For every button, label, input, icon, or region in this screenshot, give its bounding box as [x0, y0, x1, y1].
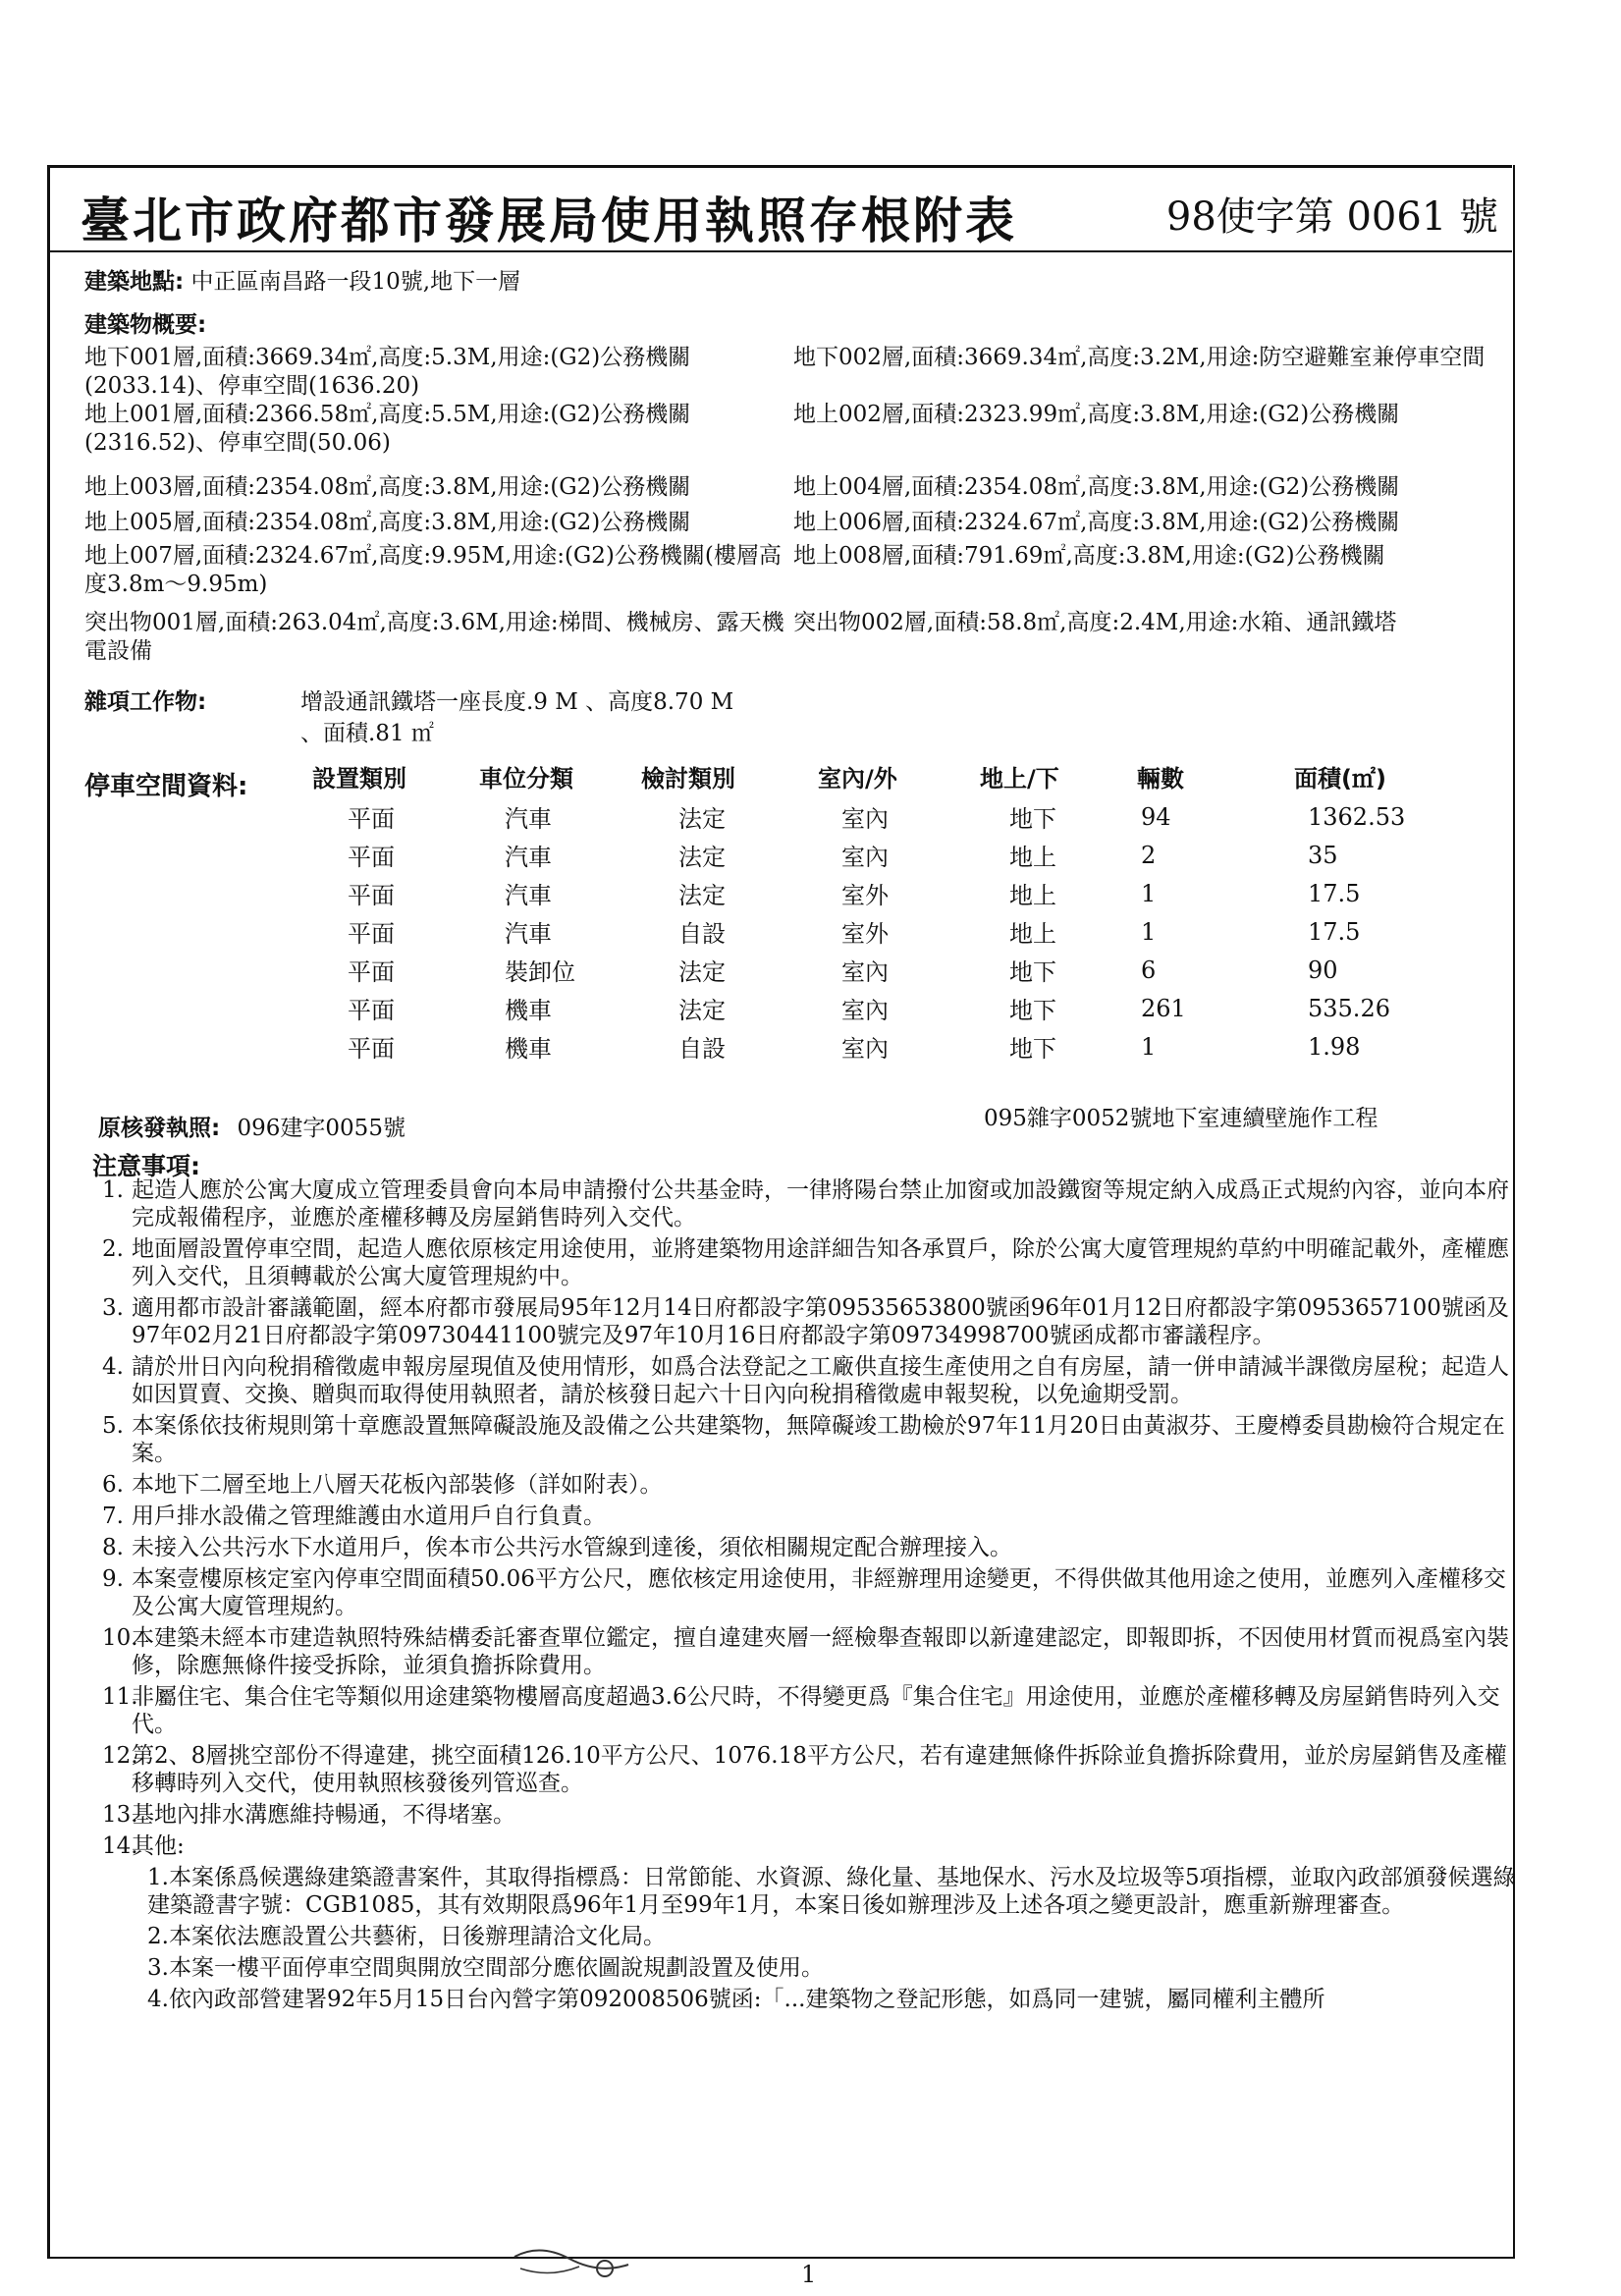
sub-note-item	[147, 1923, 1516, 1950]
seal-stamp-icon	[511, 2239, 668, 2282]
cell: 室內	[841, 997, 889, 1024]
original-permit-label: 原核發執照:	[98, 1116, 221, 1141]
table-row	[312, 989, 1451, 1027]
cell: 1	[1141, 917, 1157, 946]
sub-note-text: 2.本案依法應設置公共藝術，日後辦理請洽文化局。	[147, 1924, 666, 1949]
cell: 1362.53	[1308, 802, 1406, 831]
misc-works-line1: 增設通訊鐵塔一座長度.9 M 、高度8.70 M	[300, 689, 734, 715]
note-number: 2.	[102, 1236, 124, 1262]
note-item	[102, 1294, 1516, 1349]
note-item	[102, 1353, 1516, 1408]
note-text: 未接入公共污水下水道用戶，俟本市公共污水管線到達後，須依相關規定配合辦理接入。	[132, 1535, 1012, 1560]
note-text: 非屬住宅、集合住宅等類似用途建築物樓層高度超過3.6公尺時，不得變更爲『集合住宅』用途使用，並應於產權移轉及房屋銷售時列入交代。	[132, 1684, 1500, 1737]
misc-works-line2: 、面積.81 ㎡	[300, 721, 434, 746]
misc-works-label: 雜項工作物:	[84, 689, 207, 715]
cell: 室內	[841, 1035, 889, 1063]
cell: 室內	[841, 958, 889, 986]
cell: 法定	[678, 997, 726, 1024]
original-permit-row	[98, 1114, 405, 1143]
note-text: 用戶排水設備之管理維護由水道用戶自行負責。	[132, 1503, 606, 1529]
cell: 2	[1141, 841, 1157, 869]
cell: 裝卸位	[505, 958, 575, 986]
note-item	[102, 1235, 1516, 1290]
note-number: 14.	[102, 1833, 138, 1859]
cell: 自設	[678, 1035, 726, 1063]
sub-note-item	[147, 1954, 1516, 1982]
table-row	[312, 912, 1451, 951]
cell: 平面	[348, 920, 395, 948]
notes-label: 注意事項:	[92, 1152, 200, 1180]
col-header: 室內/外	[818, 764, 897, 793]
cell: 室內	[841, 844, 889, 871]
table-row	[312, 951, 1451, 989]
note-text: 本地下二層至地上八層天花板內部裝修（詳如附表）。	[132, 1472, 663, 1498]
table-row	[312, 874, 1451, 912]
parking-label: 停車空間資料:	[84, 772, 248, 801]
floors-left-5f: 地上005層,面積:2354.08㎡,高度:3.8M,用途:(G2)公務機關	[84, 510, 691, 535]
cell: 汽車	[505, 805, 552, 833]
cell: 法定	[678, 844, 726, 871]
note-item	[102, 1801, 1516, 1829]
floors-right-2f: 地上002層,面積:2323.99㎡,高度:3.8M,用途:(G2)公務機關	[793, 402, 1400, 427]
note-item	[102, 1412, 1516, 1467]
parking-table	[312, 754, 1451, 1066]
note-item	[102, 1832, 1516, 1860]
cell: 法定	[678, 958, 726, 986]
note-text: 地面層設置停車空間，起造人應依原核定用途使用，並將建築物用途詳細告知各承買戶，除於公寓大廈管理規約草約中明確記載外，產權應列入交代，且須轉載於公寓大廈管理規約中。	[132, 1236, 1509, 1289]
note-text: 第2、8層挑空部份不得違建，挑空面積126.10平方公尺、1076.18平方公尺，若有違建無條件拆除並負擔拆除費用，並於房屋銷售及產權移轉時列入交代，使用執照核發後列管巡查。	[132, 1743, 1507, 1796]
note-number: 13.	[102, 1802, 138, 1828]
notes-list	[102, 1176, 1516, 2017]
cell: 1	[1141, 879, 1157, 907]
col-header: 車位分類	[479, 764, 573, 793]
note-number: 10.	[102, 1625, 138, 1651]
cell: 1	[1141, 1032, 1157, 1061]
cell: 法定	[678, 805, 726, 833]
cell: 自設	[678, 920, 726, 948]
col-header: 面積(㎡)	[1294, 764, 1386, 793]
note-item	[102, 1683, 1516, 1738]
cell: 機車	[505, 997, 552, 1024]
cell: 室外	[841, 882, 889, 909]
note-text: 起造人應於公寓大廈成立管理委員會向本局申請撥付公共基金時，一律將陽台禁止加窗或加設鐵窗等規定納入成爲正式規約內容，並向本府完成報備程序，並應於產權移轉及房屋銷售時列入交代。	[132, 1177, 1509, 1230]
note-text: 本建築未經本市建造執照特殊結構委託審查單位鑑定，擅自違建夾層一經檢舉查報即以新違建認定，即報即拆，不因使用材質而視爲室內裝修，除應無條件接受拆除，並須負擔拆除費用。	[132, 1625, 1509, 1678]
note-number: 6.	[102, 1472, 124, 1498]
permit-number: 98使字第 0061 號	[1165, 194, 1498, 240]
cell: 平面	[348, 844, 395, 871]
cell: 平面	[348, 1035, 395, 1063]
cell: 地下	[1009, 958, 1056, 986]
floors-left-b1: 地下001層,面積:3669.34㎡,高度:5.3M,用途:(G2)公務機關(2033.14)、停車空間(1636.20)	[84, 345, 691, 399]
cell: 地下	[1009, 997, 1056, 1024]
floors-left-3f: 地上003層,面積:2354.08㎡,高度:3.8M,用途:(G2)公務機關	[84, 474, 691, 500]
cell: 汽車	[505, 882, 552, 909]
sub-note-text: 4.依內政部營建署92年5月15日台內營字第092008506號函:「...建築物之登記形態，如爲同一建號，屬同權利主體所	[147, 1987, 1325, 2012]
overview-label: 建築物概要:	[84, 312, 207, 338]
floors-left-ph1: 突出物001層,面積:263.04㎡,高度:3.6M,用途:梯間、機械房、露天機電設備	[84, 610, 784, 664]
note-item	[102, 1742, 1516, 1797]
cell: 室內	[841, 805, 889, 833]
cell: 汽車	[505, 844, 552, 871]
floors-right-ph2: 突出物002層,面積:58.8㎡,高度:2.4M,用途:水箱、通訊鐵塔	[793, 610, 1397, 635]
cell: 6	[1141, 956, 1157, 984]
note-item	[102, 1471, 1516, 1499]
cell: 地上	[1009, 882, 1056, 909]
cell: 平面	[348, 997, 395, 1024]
page-number: 1	[801, 2261, 817, 2288]
cell: 1.98	[1308, 1032, 1361, 1061]
col-header: 輛數	[1137, 764, 1184, 793]
table-row	[312, 1027, 1451, 1066]
note-number: 12.	[102, 1743, 138, 1769]
sub-note-item	[147, 1986, 1516, 2013]
note-item	[102, 1176, 1516, 1231]
cell: 35	[1308, 841, 1338, 869]
cell: 汽車	[505, 920, 552, 948]
note-number: 3.	[102, 1295, 124, 1321]
note-item	[102, 1565, 1516, 1620]
cell: 261	[1141, 994, 1186, 1022]
note-number: 8.	[102, 1535, 124, 1560]
note-item	[102, 1503, 1516, 1530]
floors-right-b2: 地下002層,面積:3669.34㎡,高度:3.2M,用途:防空避難室兼停車空間	[793, 345, 1486, 370]
note-number: 5.	[102, 1413, 124, 1439]
col-header: 地上/下	[980, 764, 1059, 793]
note-number: 4.	[102, 1354, 124, 1380]
cell: 平面	[348, 805, 395, 833]
floors-right-4f: 地上004層,面積:2354.08㎡,高度:3.8M,用途:(G2)公務機關	[793, 474, 1400, 500]
floors-right-6f: 地上006層,面積:2324.67㎡,高度:3.8M,用途:(G2)公務機關	[793, 510, 1400, 535]
note-item	[102, 1624, 1516, 1679]
cell: 地下	[1009, 805, 1056, 833]
cell: 地上	[1009, 844, 1056, 871]
col-header: 檢討類別	[641, 764, 735, 793]
cell: 90	[1308, 956, 1338, 984]
cell: 17.5	[1308, 917, 1361, 946]
cell: 17.5	[1308, 879, 1361, 907]
site-row	[84, 267, 520, 297]
cell: 機車	[505, 1035, 552, 1063]
cell: 室外	[841, 920, 889, 948]
cell: 平面	[348, 882, 395, 909]
note-number: 11.	[102, 1684, 138, 1710]
sub-note-text: 1.本案係爲候選綠建築證書案件，其取得指標爲：日常節能、水資源、綠化量、基地保水、污水及垃圾等5項指標，並取內政部頒發候選綠建築證書字號：CGB1085，其有效期限爲96年1月至99年1月，本案日後如辦理涉及上述各項之變更設計，應重新辦理審查。	[147, 1865, 1516, 1918]
cell: 法定	[678, 882, 726, 909]
note-text: 請於卅日內向稅捐稽徵處申報房屋現值及使用情形，如爲合法登記之工廠供直接生產使用之自有房屋，請一併申請減半課徵房屋稅；起造人如因買賣、交換、贈與而取得使用執照者，請於核發日起六十日內向稅捐稽徵處申報契稅，以免逾期受罰。	[132, 1354, 1509, 1407]
cell: 地下	[1009, 1035, 1056, 1063]
cell: 94	[1141, 802, 1171, 831]
sub-note-text: 3.本案一樓平面停車空間與開放空間部分應依圖說規劃設置及使用。	[147, 1955, 824, 1981]
note-text: 適用都市設計審議範圍，經本府都市發展局95年12月14日府都設字第09535653800號函96年01月12日府都設字第0953657100號函及97年02月21日府都設字第09730441100號完及97年10月16日府都設字第09734998700號函成都市審議程序。	[132, 1295, 1509, 1348]
note-text: 其他:	[132, 1833, 185, 1859]
parking-header-row	[312, 754, 1451, 797]
col-header: 設置類別	[312, 764, 406, 793]
note-text: 基地內排水溝應維持暢通，不得堵塞。	[132, 1802, 515, 1828]
floors-right-8f: 地上008層,面積:791.69㎡,高度:3.8M,用途:(G2)公務機關	[793, 543, 1385, 569]
table-row	[312, 836, 1451, 874]
floors-left-7f: 地上007層,面積:2324.67㎡,高度:9.95M,用途:(G2)公務機關(樓層高度3.8m～9.95m)	[84, 543, 782, 597]
note-number: 1.	[102, 1177, 124, 1203]
note-number: 7.	[102, 1503, 124, 1529]
original-permit-value: 096建字0055號	[237, 1116, 405, 1141]
table-row	[312, 797, 1451, 836]
cell: 地上	[1009, 920, 1056, 948]
sub-note-item	[147, 1864, 1516, 1919]
misc-permit-value: 095雜字0052號地下室連續壁施作工程	[984, 1106, 1378, 1131]
cell: 平面	[348, 958, 395, 986]
site-label: 建築地點:	[84, 269, 185, 295]
note-text: 本案壹樓原核定室內停車空間面積50.06平方公尺，應依核定用途使用，非經辦理用途變更，不得供做其他用途之使用，並應列入產權移交及公寓大廈管理規約。	[132, 1566, 1506, 1619]
note-text: 本案係依技術規則第十章應設置無障礙設施及設備之公共建築物，無障礙竣工勘檢於97年11月20日由黃淑芬、王慶樽委員勘檢符合規定在案。	[132, 1413, 1505, 1466]
floors-left-1f: 地上001層,面積:2366.58㎡,高度:5.5M,用途:(G2)公務機關(2316.52)、停車空間(50.06)	[84, 402, 691, 456]
document-title: 臺北市政府都市發展局使用執照存根附表	[81, 191, 1017, 249]
site-value: 中正區南昌路一段10號,地下一層	[190, 269, 521, 295]
cell: 535.26	[1308, 994, 1390, 1022]
note-number: 9.	[102, 1566, 124, 1592]
note-item	[102, 1534, 1516, 1561]
